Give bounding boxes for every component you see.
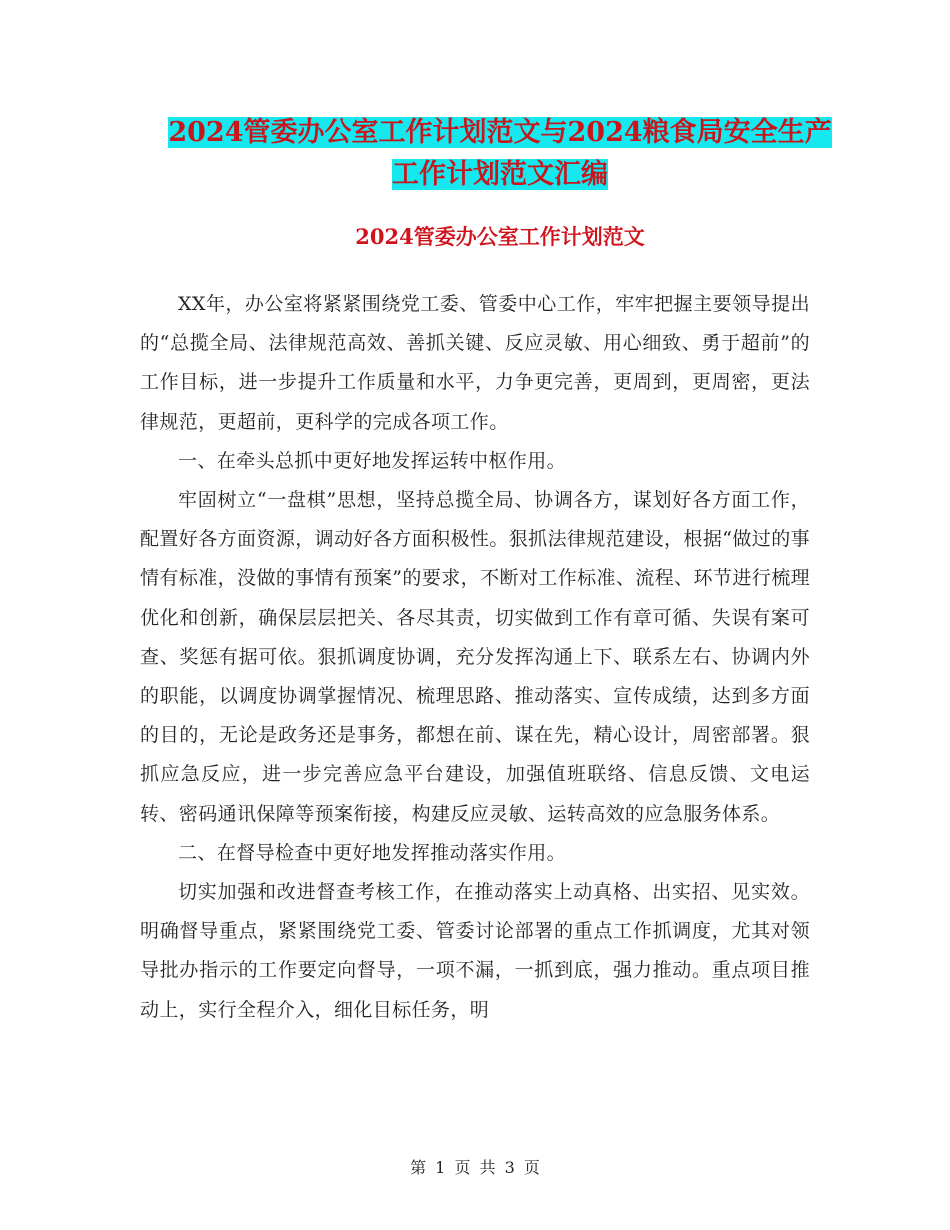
section-title: 2024管委办公室工作计划范文 xyxy=(355,224,645,249)
document-body xyxy=(140,285,810,1030)
heading-item-2: 二、在督导检查中更好地发挥推动落实作用。 xyxy=(178,841,567,864)
paragraph-item-1: 牢固树立“一盘棋”思想，坚持总揽全局、协调各方，谋划好各方面工作，配置好各方面资源，调动好各方面积极性。狠抓法律规范建设，根据“做过的事情有标准，没做的事情有预案”的要求，不断对工作标准、流程、环节进行梳理优化和创新，确保层层把关、各尽其责，切实做到工作有章可循、失误有案可查、奖惩有据可依。狠抓调度协调，充分发挥沟通上下、联系左右、协调内外的职能，以调度协调掌握情况、梳理思路、推动落实、宣传成绩，达到多方面的目的，无论是政务还是事务，都想在前、谋在先，精心设计，周密部署。狠抓应急反应，进一步完善应急平台建设，加强值班联络、信息反馈、文电运转、密码通讯保障等预案衔接，构建反应灵敏、运转高效的应急服务体系。 xyxy=(140,489,810,825)
page-number-footer: 第 1 页 共 3 页 xyxy=(410,1158,540,1177)
document-title-line-1: 2024管委办公室工作计划范文与2024粮食局安全生产 xyxy=(168,117,832,148)
paragraph-intro: XX年，办公室将紧紧围绕党工委、管委中心工作，牢牢把握主要领导提出的“总揽全局、法律规范高效、善抓关键、反应灵敏、用心细致、勇于超前”的工作目标，进一步提升工作质量和水平，力争更完善，更周到，更周密，更法律规范，更超前，更科学的完成各项工作。 xyxy=(140,293,810,433)
paragraph-item-2: 切实加强和改进督查考核工作，在推动落实上动真格、出实招、见实效。明确督导重点，紧紧围绕党工委、管委讨论部署的重点工作抓调度，尤其对领导批办指示的工作要定向督导，一项不漏，一抓到底，强力推动。重点项目推动上，实行全程介入，细化目标任务，明 xyxy=(140,881,810,1021)
document-title-line-2: 工作计划范文汇编 xyxy=(392,159,608,190)
heading-item-1: 一、在牵头总抓中更好地发挥运转中枢作用。 xyxy=(178,449,567,472)
